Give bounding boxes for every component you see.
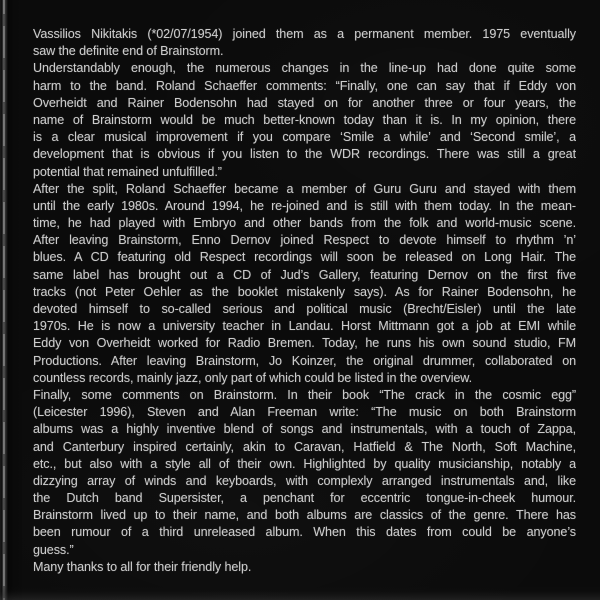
text-line: dizzying array of winds and keyboards, with complexly arranged instrumentals and, like	[33, 473, 576, 488]
text-line: saw the definite end of Brainstorm.	[33, 44, 224, 59]
text-line: blues. A CD featuring old Respect recordings will soon be released on Long Hair. The	[33, 250, 576, 265]
text-line: devoted himself to so-called serious and political music (Brecht/Eisler) until the late	[33, 302, 576, 316]
text-line: (Leicester 1996), Steven and Alan Freeman write: “The music on both Brainstorm	[33, 405, 576, 420]
text-line: Productions. After leaving Brainstorm, Jo Koinzer, the original drummer, collaborated on	[33, 353, 576, 368]
text-line: harm to the band. Roland Schaeffer comments: “Finally, one can say that if Eddy von	[33, 78, 576, 93]
text-line: 1970s. He is now a university teacher in Landau. Horst Mittmann got a job at EMI while	[33, 319, 576, 334]
text-line: same label has brought out a CD of Jud’s Gallery, featuring Dernov on the first five	[33, 267, 576, 282]
text-line: development that is obvious if you listen to the WDR recordings. There was still a great	[33, 147, 576, 162]
text-line: guess.”	[33, 542, 74, 557]
bottom-page-edge	[0, 586, 600, 600]
text-line: After the split, Roland Schaeffer became a member of Guru Guru and stayed with them	[33, 181, 576, 196]
text-line: Many thanks to all for their friendly help.	[33, 559, 252, 574]
text-line: Overheidt and Rainer Bodensohn had stayed on for another three or four years, the	[33, 95, 576, 110]
left-page-edge	[0, 0, 22, 600]
text-line: albums was a highly inventive blend of songs and instrumentals, with a touch of Zappa,	[33, 422, 576, 437]
text-line: is a clear musical improvement if you compare ‘Smile a while’ and ‘Second smile’, a	[33, 130, 576, 145]
text-line: time, he had played with Embryo and other bands from the folk and world-music scene.	[33, 216, 576, 231]
text-line: Understandably enough, the numerous changes in the line-up had done quite some	[33, 61, 576, 76]
text-line: until the early 1980s. Around 1994, he re-joined and is still with them today. In the mean-	[33, 198, 576, 213]
text-line: Brainstorm lived up to their name, and both albums are classics of the genre. There has	[33, 508, 576, 523]
text-line: the Dutch band Supersister, a penchant for eccentric tongue-in-cheek humour.	[33, 491, 576, 506]
text-line: After leaving Brainstorm, Enno Dernov joined Respect to devote himself to rhythm ’n’	[33, 233, 576, 248]
text-line: potential that remained unfulfilled.”	[33, 164, 222, 179]
text-line: been rumour of a third unreleased album. When this dates from could be anyone’s	[33, 525, 576, 540]
text-line: countless records, mainly jazz, only part of which could be listed in the overview.	[33, 370, 472, 385]
spine-scratch-line	[3, 0, 5, 600]
text-line: etc., but also with a style all of their own. Highlighted by quality musicianship, notably a	[33, 456, 576, 471]
text-line: tracks (not Peter Oehler as the booklet mistakenly says). As for Rainer Bodensohn, he	[33, 284, 576, 299]
text-line: Eddy von Overheidt worked for Radio Bremen. Today, he runs his own sound studio, FM	[33, 336, 576, 351]
text-line: and Canterbury inspired certainly, akin to Caravan, Hatfield & The North, Soft Machine,	[33, 439, 576, 454]
text-line: name of Brainstorm would be much better-known today than it is. In my opinion, there	[33, 112, 576, 127]
text-line: Finally, some comments on Brainstorm. In their book “The crack in the cosmic egg”	[33, 387, 576, 402]
text-line: Vassilios Nikitakis (*02/07/1954) joined them as a permanent member. 1975 eventually	[33, 27, 576, 41]
text-block	[33, 26, 576, 576]
